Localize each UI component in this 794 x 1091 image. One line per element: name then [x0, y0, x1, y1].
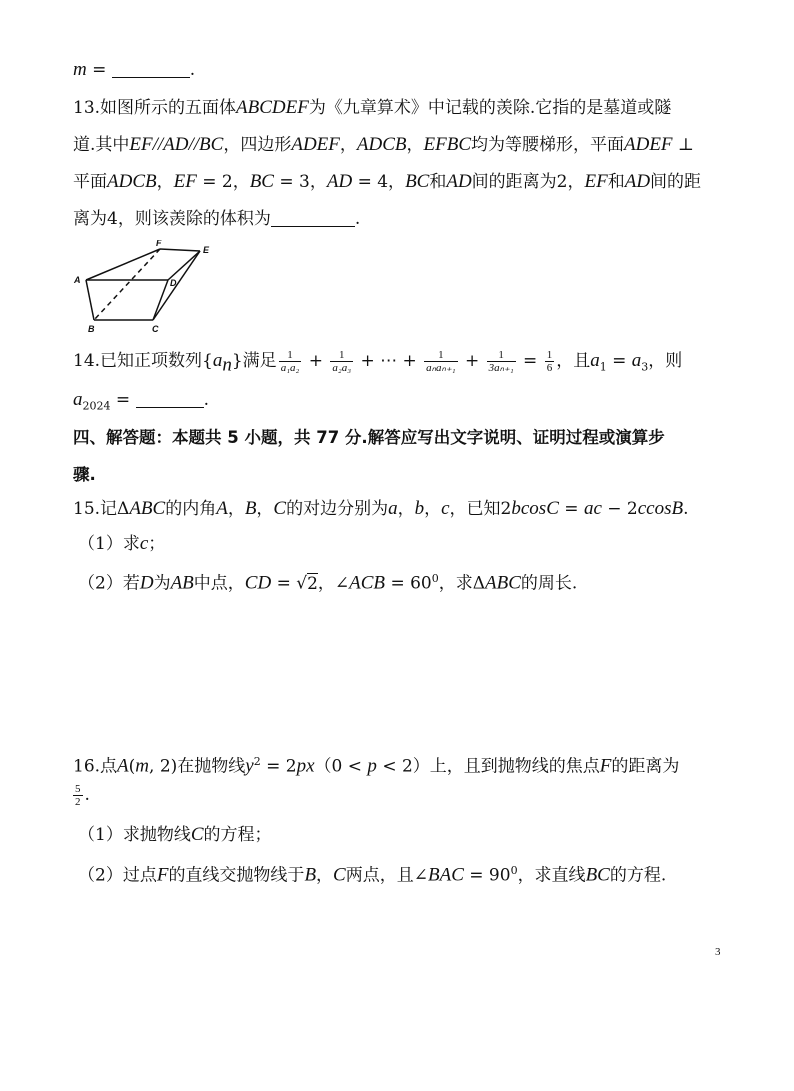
fraction-4: $\frac{1}{\text{3aₙ₊₁}}$ — [488, 348, 514, 374]
label-D: D — [170, 278, 177, 288]
edge-AB — [86, 280, 94, 320]
fraction-2: $\frac{1}{\text{a₂a₃}}$ — [332, 348, 352, 374]
section-heading: 四、解答题：本题共 5 小题，共 77 分.解答应写出文字说明、证明过程或演算步 — [73, 428, 665, 447]
edge-AF — [86, 249, 160, 280]
q13-line-3: 平面ADCB，EF = 2，BC = 3，AD = 4，BC和AD间的距离为2，EF和AD间的距 — [73, 171, 702, 192]
label-F: F — [156, 240, 162, 248]
edge-EC — [153, 251, 200, 320]
q14-line-1: 14.已知正项数列$\{a_n\}$满足 $\frac{1}{\text{a₁a₂}}$ + $\frac{1}{\text{a₂a₃}}$ + ⋯ + $\frac{1}{\text{aₙaₙ₊₁}}$ + $\frac{1}{\text{3aₙ₊₁}}$ = $\frac{1}{6}$ ，且$a_1 = a_3$，则 — [73, 348, 683, 376]
fraction-5: $\frac{1}{6}$ — [546, 348, 553, 374]
q15-part-2: （2）若D为AB中点，CD = √2，∠ACB = $60^0$，求ΔABC的周长. — [78, 572, 578, 594]
var-m: m — [73, 59, 87, 80]
q15-line-1: 15.记ΔABC的内角A，B，C的对边分别为a，b，c，已知2bcosC = ac − 2ccosB. — [73, 498, 689, 519]
q14-line-2: $a_{2024}$ = . — [73, 389, 209, 413]
q16-part-2: （2）过点F的直线交抛物线于B，C两点，且∠BAC = $90^0$，求直线BC的方程. — [78, 864, 667, 886]
q16-line-2: $\frac{5}{2}$ . — [75, 782, 90, 808]
label-C: C — [152, 324, 159, 334]
edge-FB-hidden — [94, 249, 160, 320]
q13-line-1: 13.如图所示的五面体ABCDEF为《九章算术》中记载的羡除.它指的是墓道或隧 — [73, 97, 672, 118]
label-B: B — [88, 324, 95, 334]
fraction-5-2: $\frac{5}{2}$ — [75, 782, 81, 808]
q13-line-2: 道.其中EF//AD//BC，四边形ADEF，ADCB，EFBC均为等腰梯形，平面ADEF ⊥ — [73, 134, 694, 155]
q13-line-4: 离为4，则该羡除的体积为 . — [73, 209, 361, 229]
answer-blank[interactable] — [136, 389, 204, 408]
pentahedron-figure — [72, 240, 222, 336]
q16-part-1: （1）求抛物线C的方程； — [78, 824, 272, 845]
section-heading-cont: 骤. — [73, 465, 96, 484]
answer-blank[interactable] — [271, 208, 355, 227]
fraction-1: $\frac{1}{\text{a₁a₂}}$ — [280, 348, 300, 374]
page-number: 3 — [715, 946, 721, 958]
q16-line-1: 16.点A(m, 2)在抛物线$y^2 = 2px(0 < p < 2)$上，且到抛物线的焦点F的距离为 — [73, 755, 680, 777]
label-E: E — [203, 245, 210, 255]
fraction-3: $\frac{1}{\text{aₙaₙ₊₁}}$ — [426, 348, 456, 374]
q12-answer-line: m = . — [73, 59, 196, 80]
answer-blank[interactable] — [112, 59, 190, 78]
edge-FE — [160, 249, 200, 251]
label-A: A — [74, 275, 81, 285]
q15-part-1: （1）求c； — [78, 533, 166, 554]
